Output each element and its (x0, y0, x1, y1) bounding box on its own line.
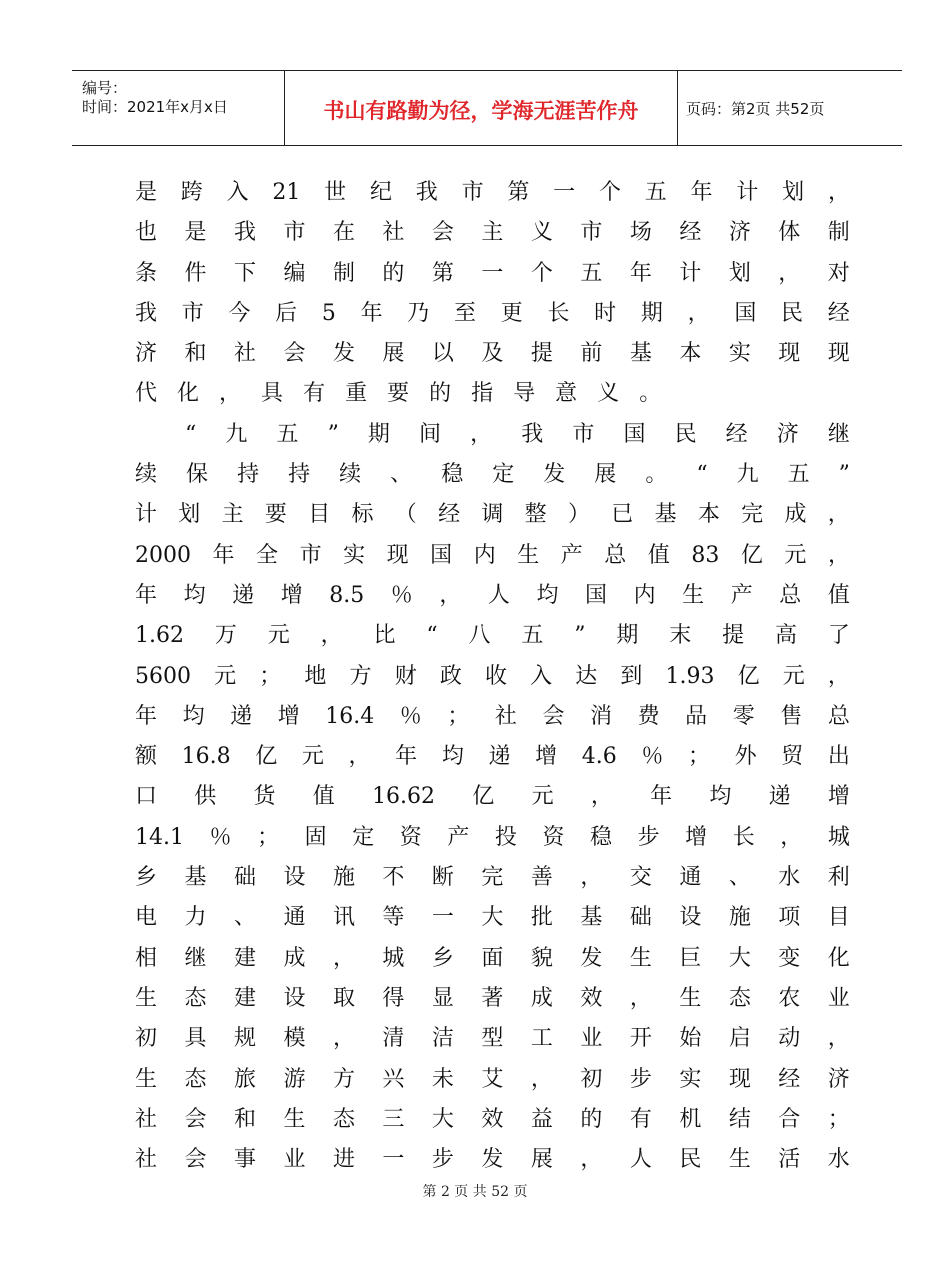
motto-title: 书山有路勤为径，学海无涯苦作舟 (323, 99, 639, 123)
body-line: 年 均 递 增 16.4 ％ ； 社 会 消 费 品 零 售 总 (135, 703, 850, 729)
body-line: 电 力 、 通 讯 等 一 大 批 基 础 设 施 项 目 (135, 905, 850, 931)
body-line: 续 保 持 持 续 、 稳 定 发 展 。 “ 九 五 ” (135, 462, 850, 488)
body-line: 口 供 货 值 16.62 亿 元 ， 年 均 递 增 (135, 784, 850, 810)
header-right-cell (678, 71, 902, 145)
body-line: 年 均 递 增 8.5 ％ ， 人 均 国 内 生 产 总 值 (135, 582, 850, 608)
header-left-cell (72, 71, 285, 145)
body-line: 代 化 ， 具 有 重 要 的 指 导 意 义 。 (135, 381, 662, 407)
body-line: 生 态 旅 游 方 兴 未 艾 ， 初 步 实 现 经 济 (135, 1066, 850, 1092)
body-line: 我 市 今 后 5 年 乃 至 更 长 时 期 ， 国 民 经 (135, 300, 850, 326)
body-line: 乡 基 础 设 施 不 断 完 善 ， 交 通 、 水 利 (135, 865, 850, 891)
body-line: 是 跨 入 21 世 纪 我 市 第 一 个 五 年 计 划 ， (135, 180, 850, 205)
body-line: 社 会 和 生 态 三 大 效 益 的 有 机 结 合 ； (135, 1106, 850, 1132)
body-line: 相 继 建 成 ， 城 乡 面 貌 发 生 巨 大 变 化 (135, 945, 850, 971)
body-line: 生 态 建 设 取 得 显 著 成 效 ， 生 态 农 业 (135, 985, 850, 1011)
page-footer: 第 2 页 共 52 页 (422, 1184, 528, 1200)
body-line: 条 件 下 编 制 的 第 一 个 五 年 计 划 ， 对 (135, 260, 850, 286)
body-line: 1.62 万 元 ， 比 “ 八 五 ” 期 末 提 高 了 (135, 623, 850, 649)
body-line: 5600 元 ； 地 方 财 政 收 入 达 到 1.93 亿 元 ， (135, 663, 850, 689)
page-info: 页码：第2页 共52页 (686, 100, 825, 118)
body-line: 额 16.8 亿 元 ， 年 均 递 增 4.6 ％ ； 外 贸 出 (135, 744, 850, 770)
body-line: 2000 年 全 市 实 现 国 内 生 产 总 值 83 亿 元 ， (135, 542, 850, 568)
body-line: 社 会 事 业 进 一 步 发 展 ， 人 民 生 活 水 (135, 1147, 850, 1173)
body-line: 计 划 主 要 目 标 （ 经 调 整 ） 已 基 本 完 成 ， (135, 502, 850, 528)
header-mid-cell (285, 71, 678, 145)
body-line: 济 和 社 会 发 展 以 及 提 前 基 本 实 现 现 (135, 341, 850, 367)
body-text (135, 173, 850, 1180)
time-label: 时间：2021年x月x日 (82, 98, 228, 116)
page-header (72, 70, 902, 146)
body-line: “ 九 五 ” 期 间 ， 我 市 国 民 经 济 继 (185, 421, 850, 447)
body-line: 初 具 规 模 ， 清 洁 型 工 业 开 始 启 动 ， (135, 1026, 850, 1052)
body-line: 也 是 我 市 在 社 会 主 义 市 场 经 济 体 制 (135, 220, 850, 246)
body-line: 14.1 ％ ； 固 定 资 产 投 资 稳 步 增 长 ， 城 (135, 824, 850, 850)
serial-label: 编号： (82, 79, 128, 97)
